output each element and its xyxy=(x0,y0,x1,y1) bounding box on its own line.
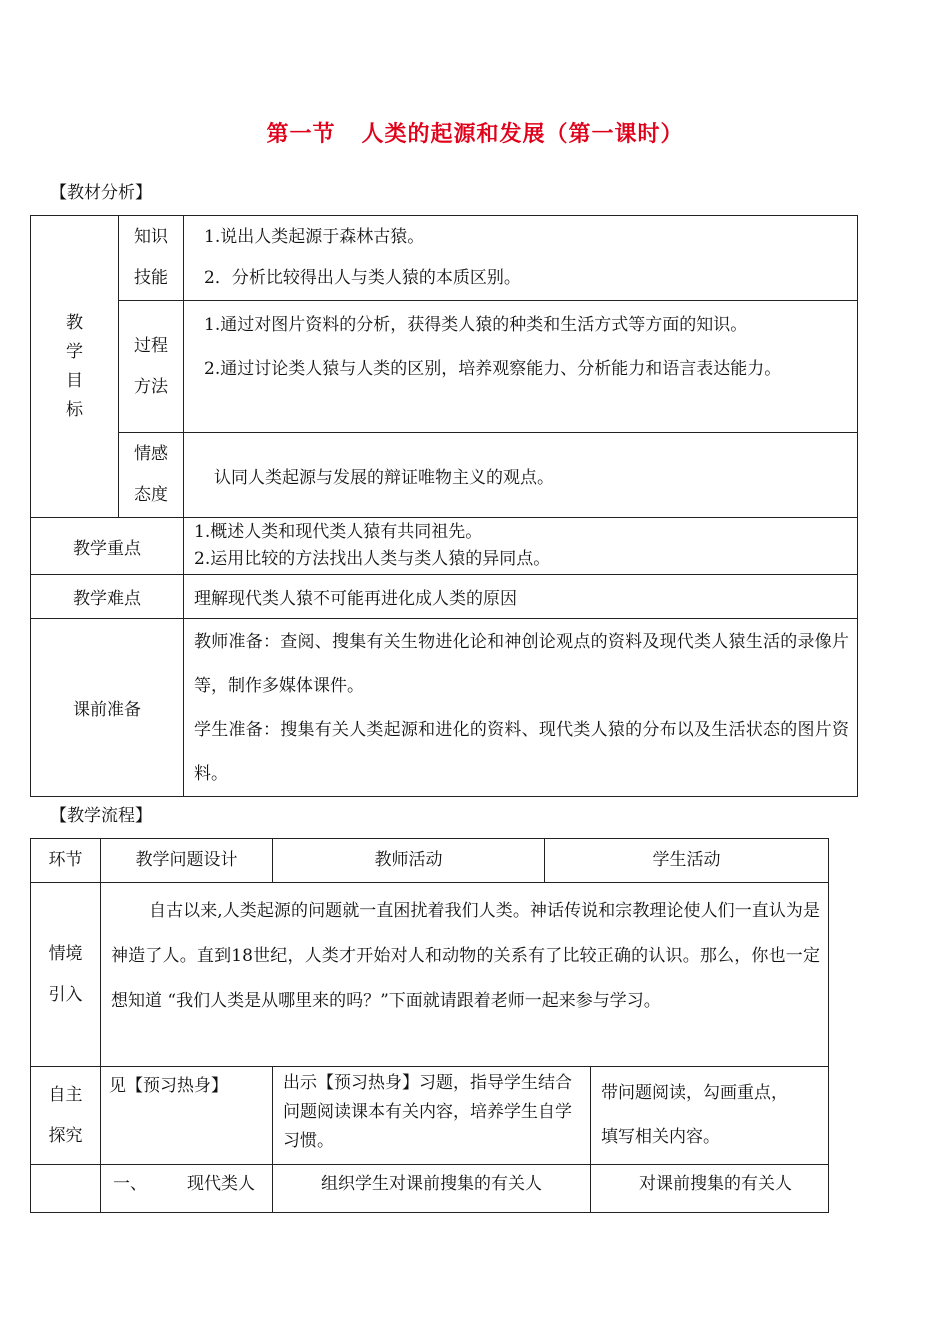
difficulties-row xyxy=(31,575,858,619)
explore-stage: 自主 探究 xyxy=(31,1067,101,1165)
difficulties-label: 教学难点 xyxy=(31,575,184,619)
key-points-row xyxy=(31,518,858,575)
knowledge-row xyxy=(31,216,858,301)
title-section: 第一节 xyxy=(266,122,336,147)
header-question: 教学问题设计 xyxy=(101,839,273,883)
intro-stage: 情境 引入 xyxy=(31,883,101,1067)
knowledge-label: 知识 技能 xyxy=(119,216,184,301)
process-row xyxy=(31,301,858,433)
student-preparation: 学生准备：搜集有关人类起源和进化的资料、现代类人猿的分布以及生活状态的图片资料。 xyxy=(194,719,849,784)
analysis-table xyxy=(30,215,858,797)
explore-row xyxy=(31,1067,829,1165)
attitude-goals: 认同人类起源与发展的辩证唯物主义的观点。 xyxy=(184,433,858,518)
knowledge-goals: 1.说出人类起源于森林古猿。 2．分析比较得出人与类人猿的本质区别。 xyxy=(184,216,858,301)
teacher-preparation: 教师准备：查阅、搜集有关生物进化论和神创论观点的资料及现代类人猿生活的录像片等，制作多媒体课件。 xyxy=(194,631,849,696)
process-label: 过程 方法 xyxy=(119,301,184,433)
analysis-heading: 【教材分析】 xyxy=(50,183,152,203)
next-stage xyxy=(31,1165,101,1213)
attitude-label: 情感 态度 xyxy=(119,433,184,518)
next-row xyxy=(31,1165,829,1213)
process-header-row xyxy=(31,839,829,883)
goals-label: 教 学 目 标 xyxy=(31,216,119,518)
preparation-content xyxy=(184,619,858,797)
page-title xyxy=(0,117,950,148)
explore-student: 带问题阅读，勾画重点， 填写相关内容。 xyxy=(591,1067,829,1165)
key-points-content: 1.概述人类和现代类人猿有共同祖先。 2.运用比较的方法找出人类与类人猿的异同点。 xyxy=(184,518,858,575)
attitude-row xyxy=(31,433,858,518)
intro-text: 自古以来,人类起源的问题就一直困扰着我们人类。神话传说和宗教理论使人们一直认为是神造了人。直到18世纪，人类才开始对人和动物的关系有了比较正确的认识。那么，你也一定想知道 “我们人类是从哪里来的吗？”下面就请跟着老师一起来参与学习。 xyxy=(101,883,829,1067)
intro-row xyxy=(31,883,829,1067)
key-points-label: 教学重点 xyxy=(31,518,184,575)
explore-teacher: 出示【预习热身】习题，指导学生结合问题阅读课本有关内容，培养学生自学习惯。 xyxy=(273,1067,591,1165)
preparation-row xyxy=(31,619,858,797)
next-question: 一、 现代类人 xyxy=(101,1165,273,1213)
process-table xyxy=(30,838,829,1213)
header-teacher: 教师活动 xyxy=(273,839,545,883)
explore-question: 见【预习热身】 xyxy=(101,1067,273,1165)
preparation-label: 课前准备 xyxy=(31,619,184,797)
next-student: 对课前搜集的有关人 xyxy=(591,1165,829,1213)
header-stage: 环节 xyxy=(31,839,101,883)
header-student: 学生活动 xyxy=(545,839,829,883)
difficulties-content: 理解现代类人猿不可能再进化成人类的原因 xyxy=(184,575,858,619)
next-teacher: 组织学生对课前搜集的有关人 xyxy=(273,1165,591,1213)
process-goals: 1.通过对图片资料的分析，获得类人猿的种类和生活方式等方面的知识。 2.通过讨论类人猿与人类的区别，培养观察能力、分析能力和语言表达能力。 xyxy=(184,301,858,433)
process-heading: 【教学流程】 xyxy=(50,806,152,826)
title-topic: 人类的起源和发展（第一课时） xyxy=(361,122,684,147)
